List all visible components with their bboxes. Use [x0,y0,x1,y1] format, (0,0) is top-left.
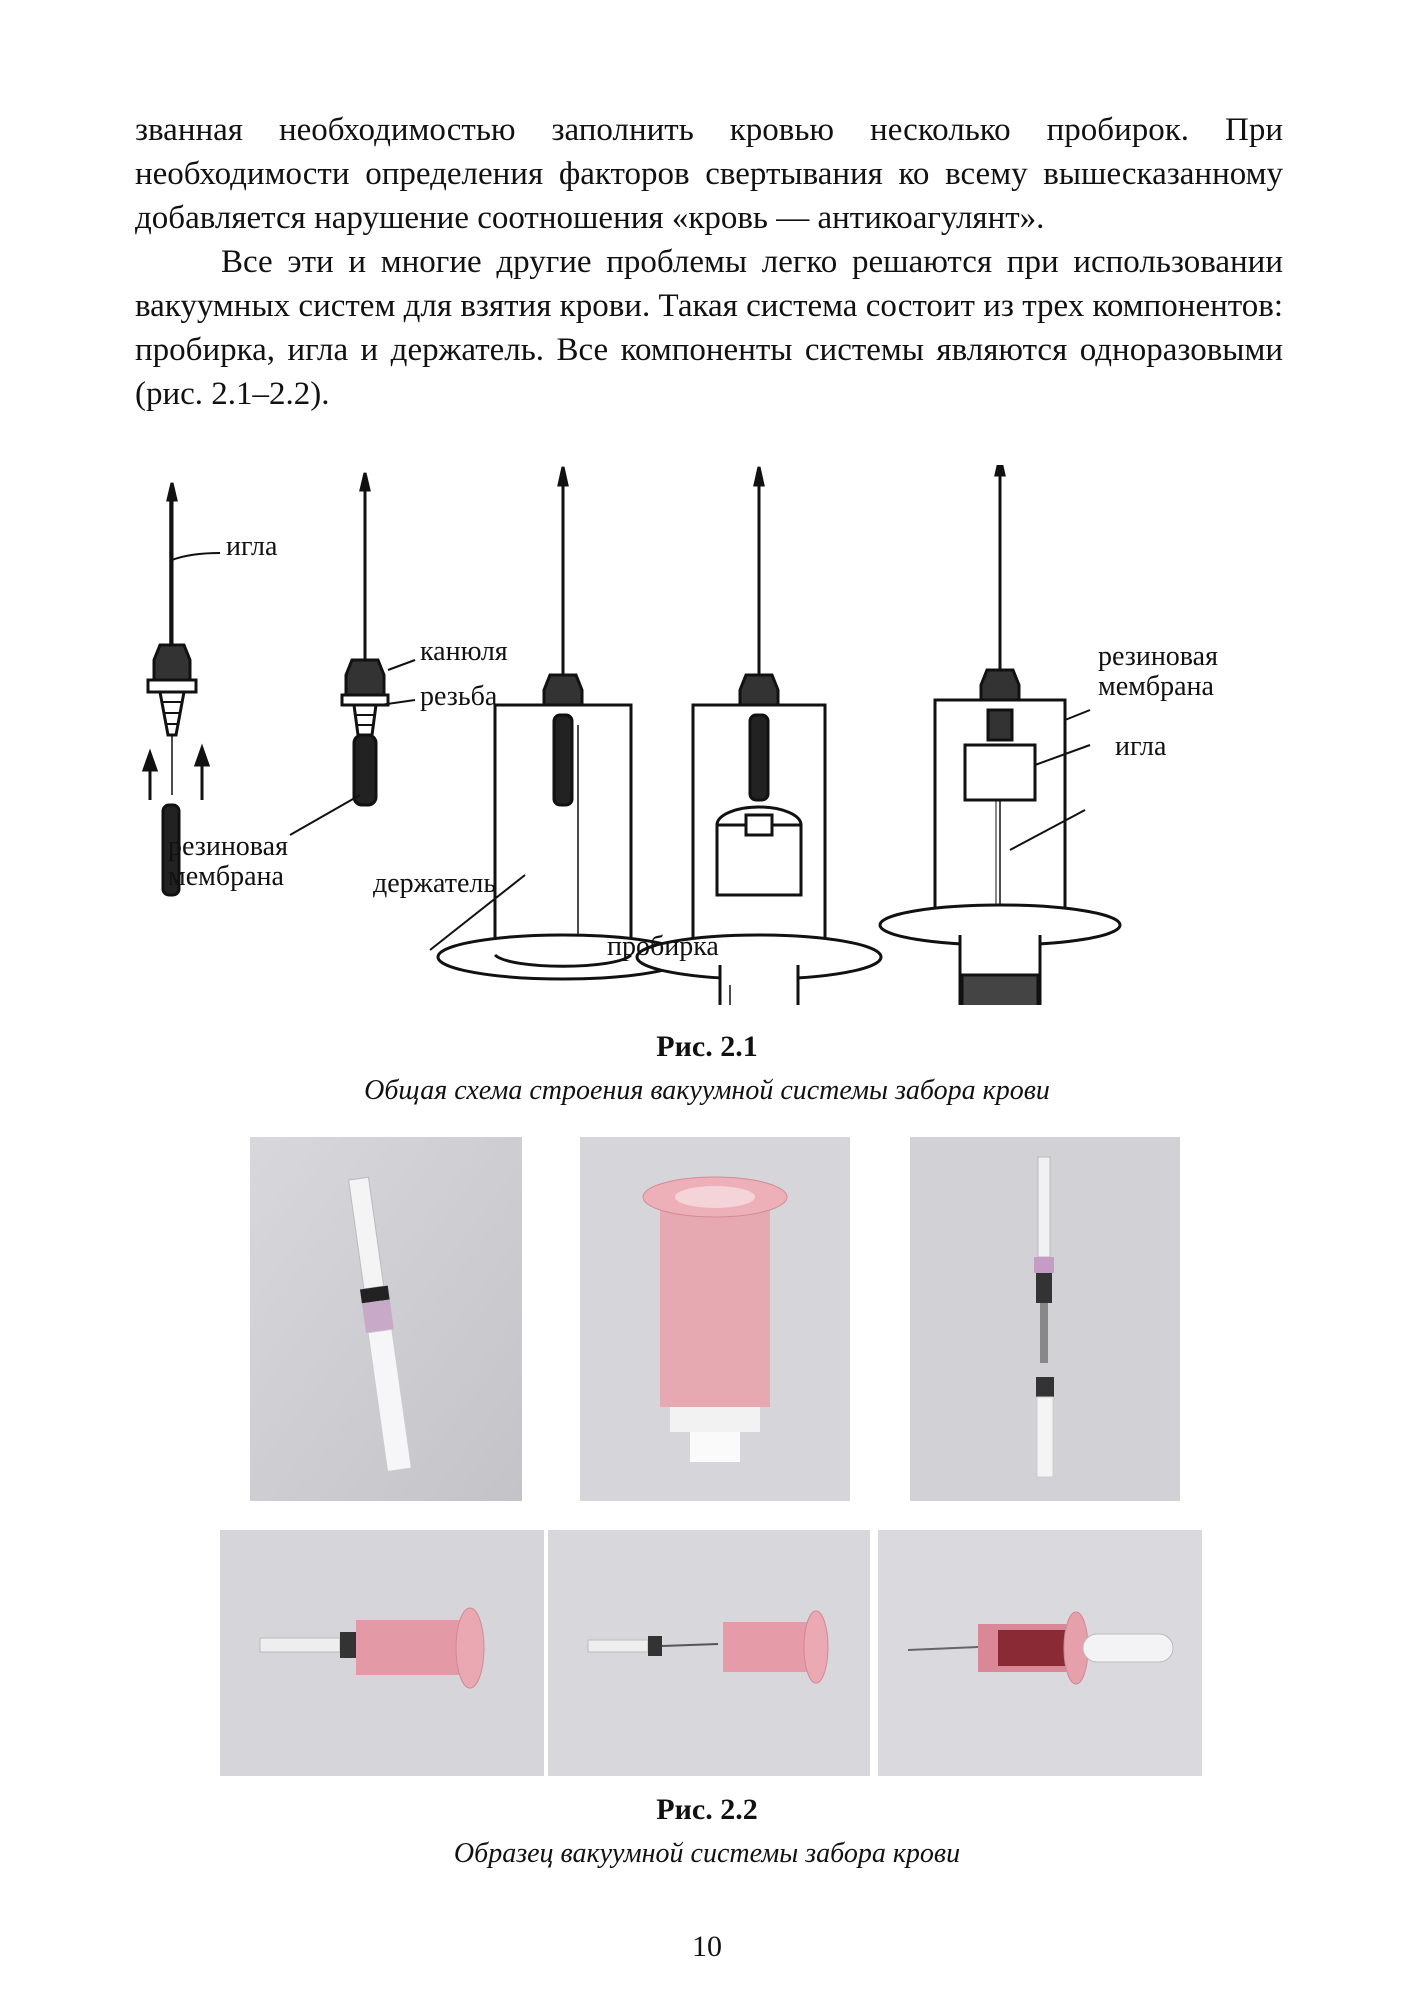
photo-holder-with-tube [878,1530,1202,1776]
label-thread: резьба [420,681,498,712]
label-needle2: игла [1115,731,1167,762]
label-tube: пробирка [607,931,719,962]
figure1-caption: Общая схема строения вакуумной системы забора крови [364,1075,1050,1106]
label-membrane2-line2: мембрана [1098,671,1214,702]
label-holder: держатель [373,868,497,899]
needle-unit-2 [290,473,415,835]
full-assembly-unit [880,465,1120,1005]
label-membrane2-line1: резиновая [1098,641,1218,672]
figure2-number: Рис. 2.2 [656,1793,758,1826]
figure1-number: Рис. 2.1 [656,1030,758,1063]
body-text [135,108,1283,416]
photo-assembled-holder [220,1530,544,1776]
label-membrane-line1: резиновая [168,831,288,862]
figure2-caption: Образец вакуумной системы забора крови [453,1838,961,1869]
holder-unit [430,467,688,979]
label-membrane-line2: мембрана [168,861,284,892]
photo-holder [580,1137,850,1501]
page-number: 10 [692,1930,722,1963]
photo-needle-and-holder [548,1530,870,1776]
photo-needle [250,1137,522,1501]
vacuum-system-schematic [130,465,1290,1005]
label-cannula: канюля [420,636,508,667]
paragraph-1: званная необходимостью заполнить кровью несколько пробирок. При необходимости определения факторов свертывания ко всему вышесказанному добавляется нарушение соотношения «кровь — антикоагулянт». [135,112,1283,236]
label-needle: игла [226,531,278,562]
holder-tube-unit [637,467,881,1005]
photo-needle-parts [910,1137,1180,1501]
paragraph-2: Все эти и многие другие проблемы легко решаются при использовании вакуумных систем для взятия крови. Такая система состоит из трех компонентов: пробирка, игла и держатель. Все компоненты системы являются одноразовыми (рис. 2.1–2.2). [135,244,1283,412]
